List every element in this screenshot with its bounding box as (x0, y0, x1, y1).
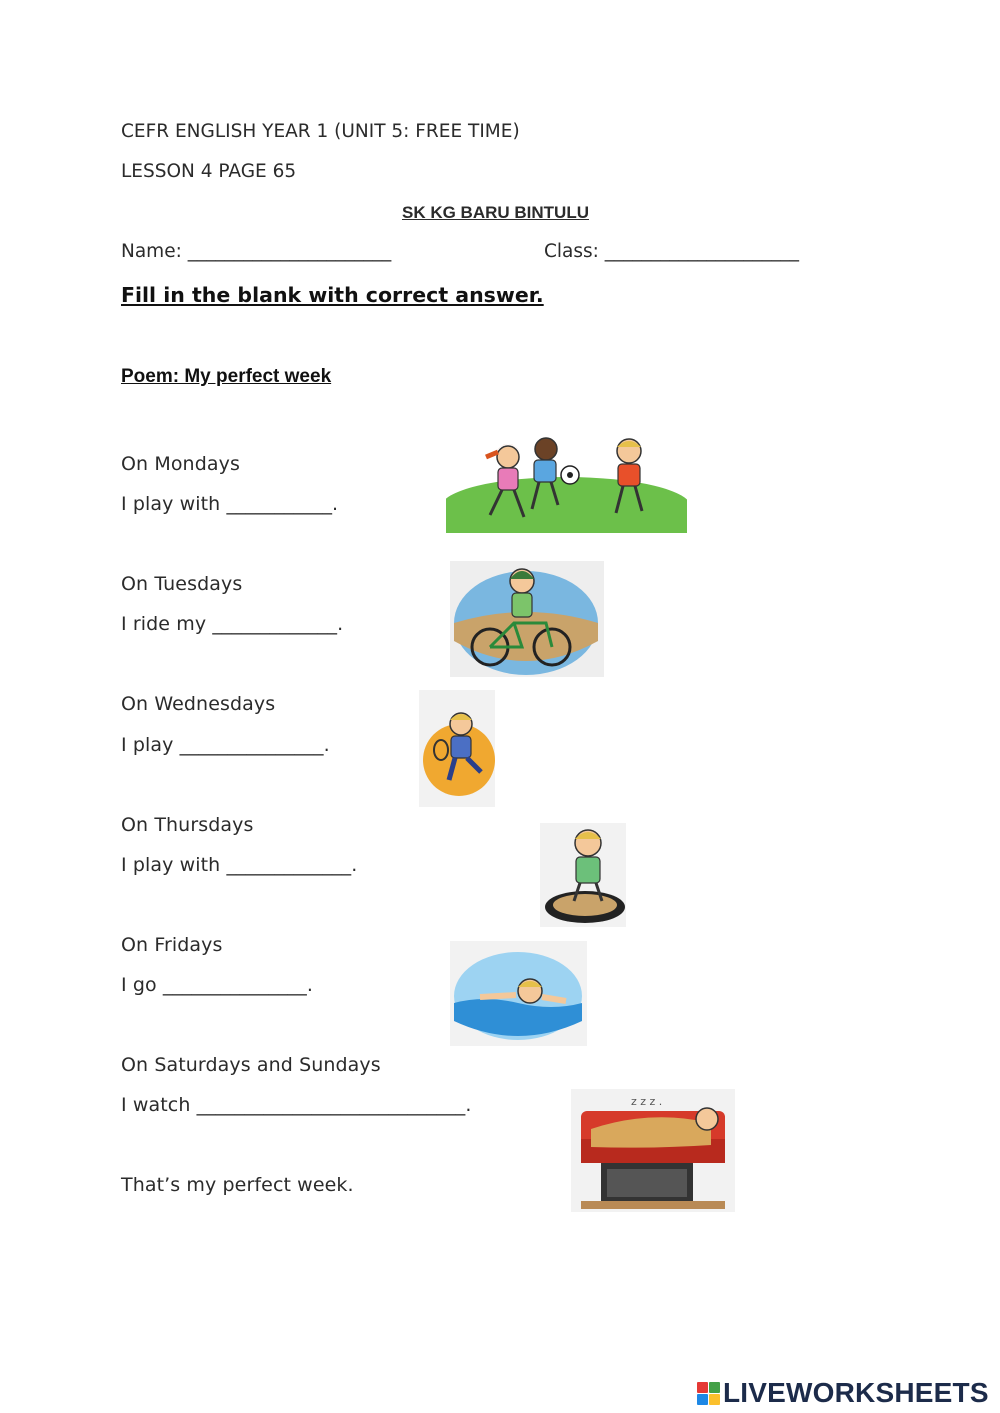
stanza-blank-line[interactable]: I play with ___________. (121, 493, 339, 515)
name-field[interactable]: Name: ______________________ (121, 241, 392, 262)
instruction-heading: Fill in the blank with correct answer. (121, 283, 544, 307)
poem-title: Poem: My perfect week (121, 366, 332, 387)
sofa-tv-picture (571, 1089, 735, 1212)
liveworksheets-logo (697, 1376, 989, 1410)
stanza-day: On Tuesdays (121, 573, 243, 595)
lesson-page: LESSON 4 PAGE 65 (121, 161, 297, 182)
stanza-day: On Saturdays and Sundays (121, 1054, 381, 1076)
stanza-day: On Thursdays (121, 814, 254, 836)
liveworksheets-wordmark: LIVEWORKSHEETS (723, 1377, 989, 1408)
bicycle-picture (450, 561, 604, 677)
school-name: SK KG BARU BINTULU (402, 203, 589, 222)
football-picture (446, 427, 687, 533)
stanza-blank-line[interactable]: I ride my _____________. (121, 613, 344, 635)
stanza-blank-line[interactable]: I play _______________. (121, 734, 330, 756)
svg-text:z z z .: z z z . (631, 1095, 663, 1108)
class-field[interactable]: Class: _____________________ (544, 241, 800, 262)
course-title: CEFR ENGLISH YEAR 1 (UNIT 5: FREE TIME) (121, 121, 520, 142)
liveworksheets-logo-icon (697, 1382, 720, 1405)
swimming-picture (450, 941, 587, 1046)
tennis-picture (419, 690, 495, 807)
stanza-blank-line[interactable]: I play with _____________. (121, 854, 358, 876)
closing-line: That’s my perfect week. (121, 1174, 354, 1196)
stanza-blank-line[interactable]: I watch ____________________________. (121, 1094, 472, 1116)
stanza-day: On Mondays (121, 453, 240, 475)
stanza-day: On Wednesdays (121, 693, 276, 715)
stanza-day: On Fridays (121, 934, 223, 956)
trampoline-picture (540, 823, 626, 927)
stanza-blank-line[interactable]: I go _______________. (121, 974, 314, 996)
